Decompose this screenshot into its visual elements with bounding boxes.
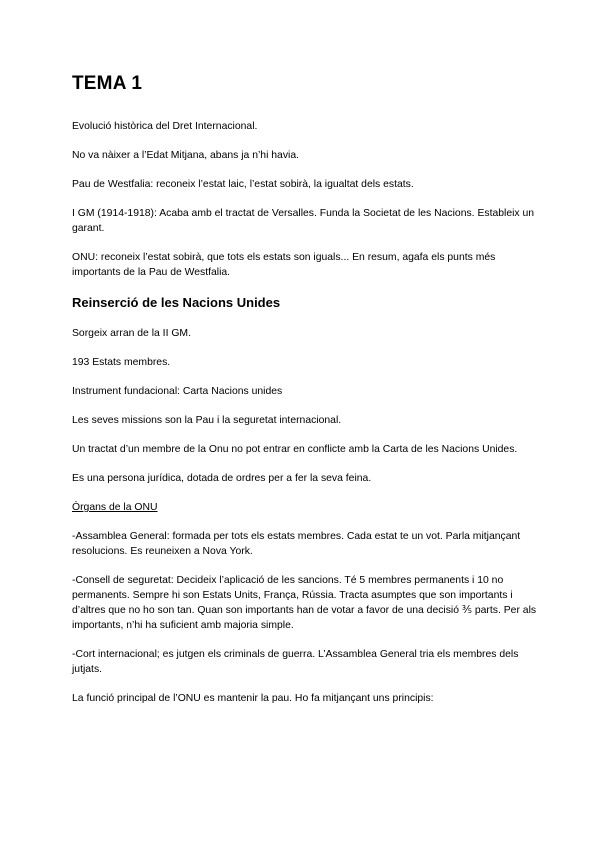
- organ-item: -Cort internacional; es jutgen els criminals de guerra. L’Assamblea General tria els membres dels jutjats.: [72, 649, 519, 675]
- intro-paragraph: Pau de Westfalia: reconeix l’estat laic, l’estat sobirà, la igualtat dels estats.: [72, 179, 414, 190]
- intro-paragraph: No va nàixer a l’Edat Mitjana, abans ja n’hi havia.: [72, 150, 299, 161]
- intro-paragraph: Evolució històrica del Dret Internacional.: [72, 121, 258, 132]
- organ-item: -Assamblea General: formada per tots els estats membres. Cada estat te un vot. Parla mitjançant resolucions. Es reuneixen a Nova York.: [72, 531, 521, 557]
- document-body: [72, 66, 542, 706]
- page-title: TEMA 1: [72, 73, 143, 94]
- section-paragraph: Sorgeix arran de la II GM.: [72, 328, 191, 339]
- section-heading: Reinserció de les Nacions Unides: [72, 295, 281, 310]
- closing-paragraph: La funció principal de l’ONU es mantenir la pau. Ho fa mitjançant uns principis:: [72, 693, 434, 704]
- section-paragraph: Les seves missions son la Pau i la seguretat internacional.: [72, 415, 342, 426]
- intro-paragraph: ONU: reconeix l’estat sobirà, que tots els estats son iguals... En resum, agafa els punts més importants de la Pau de Westfalia.: [72, 252, 496, 278]
- section-paragraph: Instrument fundacional: Carta Nacions unides: [72, 386, 283, 397]
- section-paragraph: Es una persona jurídica, dotada de ordres per a fer la seva feina.: [72, 473, 372, 484]
- section-paragraph: 193 Estats membres.: [72, 357, 171, 368]
- intro-paragraph: I GM (1914-1918): Acaba amb el tractat de Versalles. Funda la Societat de les Nacions. Estableix un garant.: [72, 208, 535, 234]
- organ-item: -Consell de seguretat: Decideix l’aplicació de les sancions. Té 5 membres permanents i 10 no permanents. Sempre hi son Estats Units, França, Rússia. Tracta asumptes que son importants i d’altres que no ho son tan. Quan son importants han de votar a favor de una decisió ⅗ parts. Per als importants, n’hi ha suficient amb majoria simple.: [72, 575, 537, 631]
- organs-heading: Òrgans de la ONU: [72, 502, 158, 513]
- section-paragraph: Un tractat d’un membre de la Onu no pot entrar en conflicte amb la Carta de les Nacions Unides.: [72, 444, 518, 455]
